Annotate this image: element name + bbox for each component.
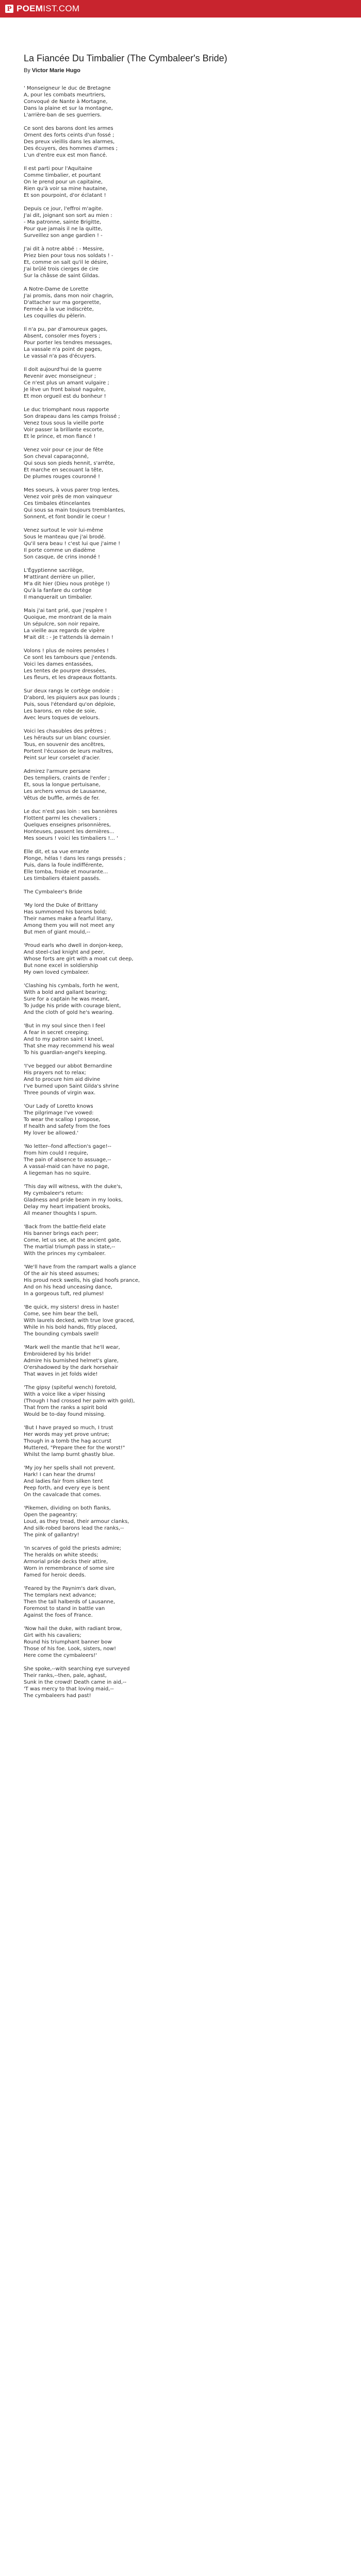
- poem-line: And to my patron saint I kneel,: [24, 1037, 104, 1042]
- poem-line: And to procure him aid divine: [24, 1077, 101, 1082]
- poem-line: Embroidered by his bride!: [24, 1351, 91, 1357]
- poem-line: Hark! I can hear the drums!: [24, 1472, 96, 1478]
- poem-line: Ces timbales étincelantes: [24, 501, 91, 506]
- poem-line: Rien qu'à voir sa mine hautaine,: [24, 186, 108, 192]
- poem-line: Would be to-day found missing.: [24, 1412, 106, 1417]
- poem-line: Il manquerait un timbalier.: [24, 595, 92, 600]
- poem-line: Mes soeurs ! voici les timbaliers !... ': [24, 836, 118, 841]
- poem-line: A liegeman has no squire.: [24, 1171, 91, 1176]
- poem-line: A fear in secret creeping;: [24, 1030, 89, 1036]
- poem-line: L'Égyptienne sacrilège,: [24, 568, 84, 573]
- poem-stanza: [24, 406, 343, 440]
- poem-line: Ce n'est plus un amant vulgaire ;: [24, 380, 109, 386]
- poem-line: Son cheval caparaçonné,: [24, 454, 89, 460]
- poem-line: A Notre-Dame de Lorette: [24, 286, 89, 292]
- poem-stanza: [24, 1304, 343, 1337]
- poem-line: Voici les dames entassées,: [24, 662, 93, 667]
- poem-line: Venez tous sous la vieille porte: [24, 420, 104, 426]
- poem-line: The bounding cymbals swell!: [24, 1331, 99, 1337]
- poem-line: And ladies fair from silken tent: [24, 1479, 103, 1484]
- poem-line: My own loved cymbaleer.: [24, 970, 90, 975]
- poem-line: 'Pikemen, dividing on both flanks,: [24, 1505, 111, 1511]
- poem-line: Et le prince, et mon fiancé !: [24, 434, 96, 439]
- poem-line: Elle dit, et sa vue errante: [24, 849, 89, 855]
- poem-stanza: [24, 125, 343, 159]
- poem-line: Et marche en secouant la tête,: [24, 467, 104, 473]
- poem-stanza: [24, 1585, 343, 1619]
- poem-line: Il n'a pu, par d'amoureux gages,: [24, 327, 108, 332]
- poem-body: [24, 85, 343, 1706]
- poem-line: Sonnent, et font bondir le coeur !: [24, 514, 110, 520]
- poem-line: Depuis ce jour, l'effroi m'agite.: [24, 206, 103, 212]
- poem-line: The pink of gallantry!: [24, 1532, 79, 1538]
- poem-line: Flottent parmi les chevaliers ;: [24, 816, 101, 821]
- poem-stanza: [24, 982, 343, 1016]
- poem-line: Et, sous la longue pertuisane,: [24, 782, 101, 788]
- poem-line: From him could I require,: [24, 1150, 89, 1156]
- poem-line: My cymbaleer's return:: [24, 1191, 84, 1196]
- poem-line: On le prend pour un capitaine,: [24, 179, 103, 185]
- poem-line: Come, see him bear the bell,: [24, 1311, 99, 1317]
- poem-stanza: [24, 85, 343, 118]
- poem-line: 'But I have prayed so much, I trust: [24, 1425, 113, 1431]
- poem-line: Venez surtout le voir lui-même: [24, 528, 103, 533]
- poem-line: The pain of absence to assuage,--: [24, 1157, 111, 1163]
- poem-line: O'ershadowed by the dark horsehair: [24, 1365, 118, 1370]
- poem-stanza: [24, 206, 343, 239]
- poem-line: That from the ranks a spirit bold: [24, 1405, 107, 1411]
- poem-line: Venez voir près de mon vainqueur: [24, 494, 112, 500]
- poem-line: Je lève un front baissé naguère,: [24, 387, 106, 393]
- poem-line: Armorial pride decks their attire,: [24, 1559, 108, 1565]
- logo-text-bold: POEM: [17, 4, 43, 13]
- poem-line: To wear the scallop I propose,: [24, 1117, 101, 1123]
- poem-line: La vassale n'a point de pages,: [24, 347, 102, 352]
- poem-line: Des écuyers, des hommes d'armes ;: [24, 146, 118, 151]
- poem-line: The martial triumph pass in state,--: [24, 1244, 116, 1250]
- poem-line: Those of his foe. Look, sisters, now!: [24, 1646, 116, 1652]
- poem-line: 'Be quick, my sisters! dress in haste!: [24, 1304, 119, 1310]
- poem-line: Then the tall halberds of Lausanne,: [24, 1599, 116, 1605]
- poem-line: Of the air his steed assumes;: [24, 1271, 100, 1277]
- poem-stanza: [24, 1224, 343, 1257]
- poem-line: Les timbaliers étaient passés.: [24, 876, 101, 882]
- poem-line: In a gorgeous tuft, red plumes!: [24, 1291, 104, 1297]
- poem-line: A vassal-maid can have no page,: [24, 1164, 109, 1170]
- poem-line: Whose forts are girt with a moat cut deep,: [24, 956, 134, 962]
- poem-line: Sur deux rangs le cortège ondoie :: [24, 688, 113, 694]
- poem-line: With the princes my cymbaleer.: [24, 1251, 106, 1257]
- poem-line: The Cymbaleer's Bride: [24, 889, 83, 895]
- poem-line: Sur la châsse de saint Gildas.: [24, 273, 100, 279]
- poem-line: The heralds on white steeds;: [24, 1552, 99, 1558]
- logo-text-light: IST.COM: [43, 4, 80, 13]
- poem-stanza: [24, 165, 343, 199]
- poem-line: The cymbaleers had past!: [24, 1693, 91, 1699]
- poem-line: That she may recommend his weal: [24, 1043, 114, 1049]
- poem-line: She spoke,--with searching eye surveyed: [24, 1666, 130, 1672]
- poem-line: His banner brings each peer;: [24, 1231, 99, 1236]
- poem-line: L'arrière-ban de ses guerriers.: [24, 112, 102, 118]
- poem-line: J'ai promis, dans mon noir chagrin,: [24, 293, 114, 299]
- poem-stanza: [24, 1384, 343, 1418]
- poem-line: Les coquilles du pèlerin.: [24, 313, 86, 319]
- poem-line: And on his head unceasing dance,: [24, 1284, 112, 1290]
- poem-line: Has summoned his barons bold;: [24, 909, 107, 915]
- poem-line: All meaner thoughts I spurn.: [24, 1211, 97, 1216]
- poem-line: While in his bold hands, fitly placed,: [24, 1325, 117, 1330]
- poem-line: M'ait dit : - Je t'attends là demain !: [24, 635, 113, 640]
- poem-line: Ce sont les tambours que j'entends.: [24, 655, 117, 660]
- poem-stanza: [24, 487, 343, 520]
- poem-line: But none excel in soldiership: [24, 963, 99, 969]
- poem-line: Surveillez son ange gardien ! -: [24, 233, 103, 239]
- poem-stanza: [24, 567, 343, 601]
- poem-line: Admire his burnished helmet's glare,: [24, 1358, 119, 1364]
- poem-line: Worn in remembrance of some sire: [24, 1566, 114, 1571]
- poem-line: Le duc n'est pas loin : ses bannières: [24, 809, 118, 815]
- poem-line: 'But in my soul since then I feel: [24, 1023, 105, 1029]
- poem-line: Il est parti pour l'Aquitaine: [24, 166, 92, 172]
- poem-line: Pour que jamais il ne la quitte,: [24, 226, 103, 232]
- poem-stanza: [24, 1264, 343, 1297]
- poem-stanza: [24, 286, 343, 319]
- poem-stanza: [24, 1103, 343, 1137]
- poem-line: Qui sous son pieds hennit, s'arrête,: [24, 461, 115, 466]
- poem-line: Sous le manteau que j'ai brodé.: [24, 534, 106, 540]
- poem-line: Quoique, me montrant de la main: [24, 615, 111, 620]
- poem-line: 'Clashing his cymbals, forth he went,: [24, 983, 119, 989]
- poem-line: To judge his pride with courage blent,: [24, 1003, 121, 1009]
- site-logo[interactable]: [5, 4, 79, 14]
- poem-line: 'Feared by the Paynim's dark divan,: [24, 1586, 116, 1591]
- poem-line: Un sépulcre, son noir repaire,: [24, 621, 100, 627]
- poem-line: Their ranks,--then, pale, aghast,: [24, 1673, 107, 1679]
- poem-line: Admirez l'armure persane: [24, 769, 91, 774]
- poem-line: Loud, as they tread, their armour clanks,: [24, 1519, 129, 1524]
- poem-line: Qu'il sera beau ! c'est lui que j'aime !: [24, 541, 121, 547]
- poem-line: J'ai dit, joignant son sort au mien :: [24, 213, 112, 218]
- poem-stanza: [24, 648, 343, 681]
- poem-line: Famed for heroic deeds.: [24, 1572, 86, 1578]
- poem-line: Peint sur leur corselet d'acier.: [24, 755, 101, 761]
- poem-line: And steel-clad knight and peer,: [24, 950, 105, 955]
- poem-line: Among them you will not meet any: [24, 923, 115, 928]
- poem-line: Qu'à la fanfare du cortège: [24, 588, 92, 594]
- poem-line: To his guardian-angel's keeping.: [24, 1050, 107, 1056]
- poem-line: L'un d'entre eux est mon fiancé.: [24, 152, 107, 158]
- poem-stanza: [24, 447, 343, 480]
- poem-line: Les tentes de pourpre dressées,: [24, 668, 107, 674]
- poem-line: If health and safety from the foes: [24, 1124, 110, 1129]
- poem-line: Come, let us see, at the ancient gate,: [24, 1238, 121, 1243]
- poem-line: A, pour les combats meurtriers,: [24, 92, 106, 98]
- poem-line: Le vassal n'a pas d'écuyers.: [24, 353, 96, 359]
- poem-stanza: [24, 942, 343, 976]
- poem-line: Et, comme on sait qu'il le désire,: [24, 260, 108, 265]
- poem-line: Delay my heart impatient brooks,: [24, 1204, 111, 1210]
- poem-line: Their names make a fearful litany,: [24, 916, 113, 922]
- poem-line: Foremost to stand in battle van: [24, 1606, 105, 1612]
- poem-line: 'I've begged our abbot Bernardine: [24, 1063, 112, 1069]
- poem-line: 'Back from the battle-field elate: [24, 1224, 106, 1230]
- poem-line: His prayers not to relax;: [24, 1070, 86, 1076]
- poem-line: Dans la plaine et sur la montagne,: [24, 106, 113, 111]
- poem-stanza: [24, 849, 343, 882]
- poem-line: De plumes rouges couronné !: [24, 474, 100, 480]
- poem-stanza: [24, 889, 343, 895]
- poem-line: But men of giant mould,--: [24, 929, 90, 935]
- poem-stanza: [24, 1505, 343, 1538]
- poem-line: Son casque, de crins inondé !: [24, 554, 101, 560]
- poem-line: Absent, consoler mes foyers ;: [24, 333, 101, 339]
- poem-line: Les barons, en robe de soie,: [24, 708, 96, 714]
- poem-line: La vieille aux regards de vipère: [24, 628, 105, 634]
- poem-line: Whilst the lamp burnt ghastly blue.: [24, 1452, 115, 1458]
- poem-line: Gladness and pride beam in my looks,: [24, 1197, 123, 1203]
- poem-line: - Ma patronne, sainte Brigitte,: [24, 219, 102, 225]
- poem-line: Open the pageantry;: [24, 1512, 78, 1518]
- poem-line: With a bold and gallant bearing;: [24, 990, 107, 995]
- poem-line: 'The gipsy (spiteful wench) foretold,: [24, 1385, 117, 1391]
- poem-line: His proud neck swells, his glad hoofs prance,: [24, 1278, 140, 1283]
- poemist-logo-icon: P: [5, 5, 13, 13]
- poem-line: The pilgrimage I've vowed:: [24, 1110, 94, 1116]
- byline-label: By: [24, 67, 30, 74]
- poem-line: Puis, sous l'étendard qu'on déploie,: [24, 702, 116, 707]
- poem-line: Revenir avec monseigneur ;: [24, 374, 96, 379]
- poem-line: 'Now hail the duke, with radiant brow,: [24, 1626, 122, 1632]
- poem-author-link[interactable]: Victor Marie Hugo: [31, 67, 80, 74]
- poem-stanza: [24, 728, 343, 761]
- poem-stanza: [24, 1023, 343, 1056]
- poem-line: Comme timbalier, et pourtant: [24, 173, 101, 178]
- poem-line: D'abord, les piquiers aux pas lourds ;: [24, 695, 120, 701]
- poem-line: J'ai dit à notre abbé : - Messire,: [24, 246, 104, 252]
- poem-line: 'In scarves of gold the priests admire;: [24, 1546, 122, 1551]
- poem-line: Here come the cymbaleers!': [24, 1653, 97, 1658]
- poem-line: Tous, en souvenir des ancêtres,: [24, 742, 105, 748]
- poem-line: Qui sous sa main toujours tremblantes,: [24, 507, 125, 513]
- poem-line: Les archers venus de Lausanne,: [24, 789, 107, 794]
- poem-line: 'This day will witness, with the duke's,: [24, 1184, 123, 1190]
- poem-line: Mes soeurs, à vous parer trop lentes,: [24, 487, 120, 493]
- poem-line: Voici les chasubles des prêtres ;: [24, 728, 106, 734]
- poem-line: Though in a tomb the hag accurst: [24, 1438, 111, 1444]
- poem-line: Against the foes of France.: [24, 1613, 93, 1618]
- poem-line: Round his triumphant banner bow: [24, 1639, 112, 1645]
- poem-line: Puis, dans la foule indifférente,: [24, 862, 104, 868]
- poem-line: M'attirant derrière un pilier,: [24, 574, 95, 580]
- poem-stanza: [24, 808, 343, 842]
- poem-stanza: [24, 527, 343, 561]
- poem-line: Her words may yet prove untrue;: [24, 1432, 110, 1437]
- poem-stanza: [24, 326, 343, 360]
- poem-stanza: [24, 607, 343, 641]
- poem-line: Plonge, hélas ! dans les rangs pressés ;: [24, 856, 126, 861]
- poem-line: Des preux vieillis dans les alarmes,: [24, 139, 115, 145]
- poem-line: D'attacher sur ma gorgerette,: [24, 300, 101, 306]
- poem-line: And silk-robed barons lead the ranks,--: [24, 1526, 124, 1531]
- poem-line: 'No letter--fond affection's gage!--: [24, 1144, 111, 1149]
- poem-stanza: [24, 1063, 343, 1096]
- poem-line: J'ai brûlé trois cierges de cire: [24, 266, 99, 272]
- poem-stanza: [24, 1625, 343, 1659]
- poem-line: Venez voir pour ce jour de fête: [24, 447, 104, 453]
- poem-line: Convoqué de Nante à Mortagne,: [24, 99, 108, 105]
- poem-line: With a voice like a viper hissing: [24, 1392, 105, 1397]
- poem-line: Volons ! plus de noires pensées !: [24, 648, 109, 654]
- poem-line: 'T was mercy to that loving maid,--: [24, 1686, 114, 1692]
- poem-line: Portent l'écusson de leurs maîtres,: [24, 749, 113, 754]
- poem-stanza: [24, 1425, 343, 1458]
- poem-stanza: [24, 1545, 343, 1579]
- poem-stanza: [24, 1666, 343, 1699]
- poem-line: Priez bien pour tous nos soldats ! -: [24, 253, 113, 259]
- poem-line: Il porte comme un diadème: [24, 548, 95, 553]
- poem-line: Ornent des forts ceints d'un fossé ;: [24, 132, 114, 138]
- poem-line: ' Monseigneur le duc de Bretagne: [24, 86, 111, 91]
- poem-line: That waves in jet folds wide!: [24, 1371, 98, 1377]
- poem-line: My lover be allowed.': [24, 1130, 79, 1136]
- poem-line: Et son pourpoint, d'or éclatant !: [24, 193, 106, 198]
- poem-line: 'My joy her spells shall not prevent.: [24, 1465, 116, 1471]
- poem-line: 'My lord the Duke of Brittany: [24, 903, 99, 908]
- poem-line: On the cavalcade that comes.: [24, 1492, 102, 1498]
- poem-stanza: [24, 1465, 343, 1498]
- poem-line: Voir passer la brillante escorte,: [24, 427, 104, 433]
- poem-line: Avec leurs toques de velours.: [24, 715, 100, 721]
- poem-byline: [24, 67, 80, 74]
- poem-line: Pour porter les tendres messages,: [24, 340, 112, 346]
- poem-line: The templars next advance;: [24, 1592, 96, 1598]
- poem-line: Des templiers, craints de l'enfer ;: [24, 775, 110, 781]
- poem-line: Ce sont des barons dont les armes: [24, 126, 113, 131]
- poem-line: Les fleurs, et les drapeaux flottants.: [24, 675, 117, 681]
- poem-line: Fermée à la vue indiscrète,: [24, 307, 94, 312]
- poem-line: Muttered, "Prepare thee for the worst!": [24, 1445, 125, 1451]
- poem-stanza: [24, 246, 343, 279]
- poem-line: 'Mark well the mantle that he'll wear,: [24, 1345, 120, 1350]
- poem-stanza: [24, 902, 343, 936]
- site-header: [0, 0, 361, 18]
- poem-line: Sure for a captain he was meant,: [24, 996, 110, 1002]
- poem-line: Three pounds of virgin wax.: [24, 1090, 96, 1096]
- poem-line: With laurels decked, with true love graced,: [24, 1318, 135, 1324]
- poem-line: 'Proud earls who dwell in donjon-keep,: [24, 943, 123, 948]
- poem-line: 'Our Lady of Loretto knows: [24, 1104, 93, 1109]
- site-logo-text: [17, 4, 79, 14]
- poem-line: Son drapeau dans les camps froissé ;: [24, 414, 120, 419]
- poem-line: Il doit aujourd'hui de la guerre: [24, 367, 102, 372]
- poem-title: La Fiancée Du Timbalier (The Cymbaleer's Bride): [24, 53, 227, 63]
- poem-line: Les hérauts sur un blanc coursier.: [24, 735, 111, 741]
- poem-line: Quelques enseignes prisonnières,: [24, 822, 111, 828]
- poem-line: Mais j'ai tant prié, que j'espère !: [24, 608, 107, 614]
- poem-line: M'a dit hier (Dieu nous protège !): [24, 581, 110, 587]
- poem-line: Sunk in the crowd! Death came in aid,--: [24, 1680, 127, 1685]
- poem-line: Honteuses, passent les dernières...: [24, 829, 114, 835]
- poem-line: Vêtus de buffle, armés de fer.: [24, 795, 100, 801]
- poem-line: I've burned upon Saint Gilda's shrine: [24, 1083, 119, 1089]
- poem-stanza: [24, 366, 343, 400]
- poem-line: 'We'll have from the rampart walls a glance: [24, 1264, 136, 1270]
- poem-line: (Though I had crossed her palm with gold),: [24, 1398, 135, 1404]
- poem-line: Et mon orgueil est du bonheur !: [24, 394, 106, 399]
- poem-line: Elle tomba, froide et mourante...: [24, 869, 108, 875]
- poem-stanza: [24, 1344, 343, 1378]
- poem-stanza: [24, 1143, 343, 1177]
- poem-line: And the cloth of gold he's wearing.: [24, 1010, 114, 1015]
- poem-stanza: [24, 1183, 343, 1217]
- poem-stanza: [24, 768, 343, 802]
- poem-line: Girt with his cavaliers;: [24, 1633, 81, 1638]
- poem-line: Peep forth, and every eye is bent: [24, 1485, 110, 1491]
- poem-line: Le duc triomphant nous rapporte: [24, 407, 109, 413]
- poem-stanza: [24, 688, 343, 721]
